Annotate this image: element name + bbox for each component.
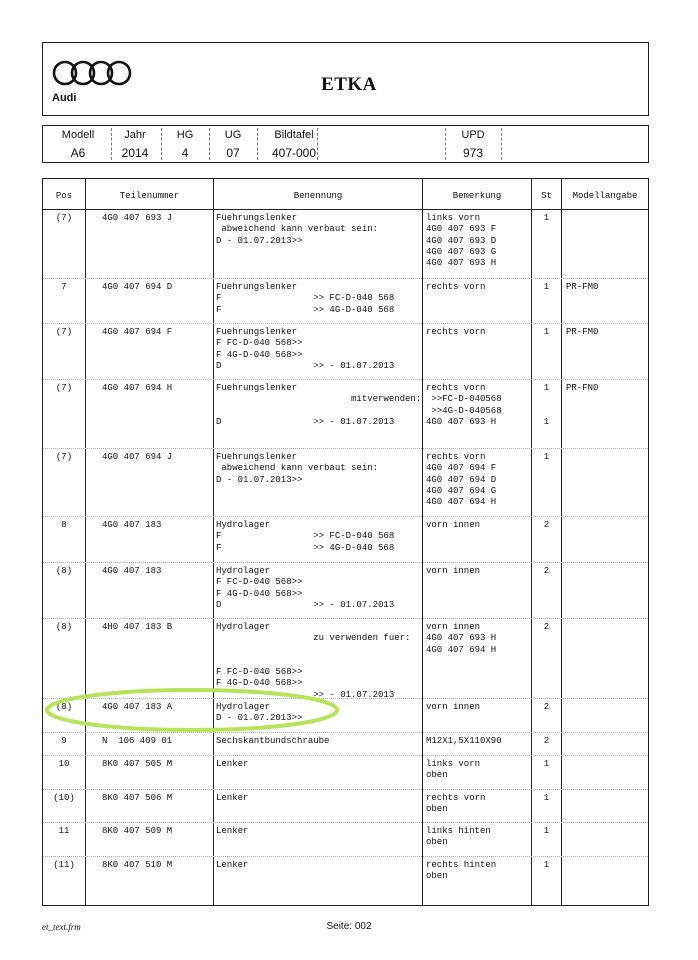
column-header-teilenummer: Teilenummer <box>119 191 180 201</box>
info-value-bildtafel: 407-000 <box>271 146 317 160</box>
cell-quantity: 1 <box>543 452 550 462</box>
info-value-ug: 07 <box>226 146 240 160</box>
cell-designation: Hydrolager F FC-D-040 568>> F 4G-D-040 568>> D >> - 01.07.2013 <box>216 566 395 610</box>
info-value-hg: 4 <box>181 146 189 160</box>
cell-remark: links vorn oben <box>426 759 481 781</box>
cell-remark: rechts vorn >>FC-D-040568 >>4G-D-040568 4G0 407 693 H <box>426 383 502 427</box>
cell-designation: Fuehrungslenker F >> FC-D-040 568 F >> 4G-D-040 568 <box>216 282 395 315</box>
row-divider <box>43 448 648 449</box>
cell-pos: (8) <box>55 622 73 632</box>
page-number: Seite: 002 <box>326 921 372 932</box>
info-header-jahr: Jahr <box>124 129 146 141</box>
cell-pos: (7) <box>55 327 73 337</box>
cell-pos: 8 <box>61 520 67 530</box>
cell-quantity: 1 <box>543 826 550 836</box>
cell-model: PR-FM0 <box>566 327 599 337</box>
info-header-upd: UPD <box>461 129 485 141</box>
row-divider <box>43 822 648 823</box>
cell-model: PR-FN0 <box>566 383 599 393</box>
row-divider <box>43 516 648 517</box>
cell-part-number: 4G0 407 183 <box>102 520 162 530</box>
cell-pos: 10 <box>58 759 70 769</box>
cell-part-number: 4G0 407 694 J <box>102 452 173 462</box>
info-header-hg: HG <box>176 129 194 141</box>
table-header-divider <box>43 209 648 210</box>
cell-designation: Fuehrungslenker mitverwenden: D >> - 01.07.2013 <box>216 383 422 427</box>
cell-pos: (8) <box>55 566 73 576</box>
cell-quantity: 2 <box>543 520 550 530</box>
cell-quantity: 2 <box>543 702 550 712</box>
info-header-ug: UG <box>224 129 242 141</box>
page-title: ETKA <box>321 74 377 95</box>
cell-pos: (10) <box>53 793 75 803</box>
cell-part-number: N 106 409 01 <box>102 736 173 746</box>
info-value-modell: A6 <box>70 146 86 160</box>
column-header-st: St <box>541 191 552 201</box>
cell-remark: vorn innen <box>426 566 481 576</box>
cell-designation: Lenker <box>216 793 249 803</box>
cell-part-number: 4G0 407 694 F <box>102 327 173 337</box>
cell-remark: rechts vorn <box>426 327 486 337</box>
cell-part-number: 8K0 407 506 M <box>102 793 173 803</box>
column-header-pos: Pos <box>55 191 73 201</box>
cell-designation: Hydrolager zu verwenden fuer: F FC-D-040 568>> F 4G-D-040 568>> >> - 01.07.2013 <box>216 622 411 700</box>
cell-designation: Hydrolager F >> FC-D-040 568 F >> 4G-D-040 568 <box>216 520 395 553</box>
cell-part-number: 8K0 407 505 M <box>102 759 173 769</box>
cell-designation: Fuehrungslenker abweichend kann verbaut sein: D - 01.07.2013>> <box>216 213 379 246</box>
cell-pos: (11) <box>53 860 75 870</box>
cell-designation: Hydrolager D - 01.07.2013>> <box>216 702 303 724</box>
cell-part-number: 8K0 407 509 M <box>102 826 173 836</box>
cell-remark: vorn innen 4G0 407 693 H 4G0 407 694 H <box>426 622 497 655</box>
cell-part-number: 8K0 407 510 M <box>102 860 173 870</box>
brand-label: Audi <box>52 92 77 104</box>
cell-designation: Fuehrungslenker abweichend kann verbaut sein: D - 01.07.2013>> <box>216 452 379 485</box>
cell-pos: 11 <box>58 826 70 836</box>
row-divider <box>43 856 648 857</box>
cell-quantity: 2 <box>543 622 550 632</box>
cell-remark: links hinten oben <box>426 826 491 848</box>
cell-quantity: 2 <box>543 736 550 746</box>
cell-quantity: 2 <box>543 566 550 576</box>
cell-remark: rechts vorn 4G0 407 694 F 4G0 407 694 D 4G0 407 694 G 4G0 407 694 H <box>426 452 497 508</box>
cell-quantity: 1 <box>543 793 550 803</box>
cell-pos: 9 <box>61 736 67 746</box>
column-header-modellangabe: Modellangabe <box>572 191 638 201</box>
cell-remark: rechts vorn <box>426 282 486 292</box>
row-divider <box>43 379 648 380</box>
vehicle-info-box <box>42 125 649 163</box>
cell-designation: Lenker <box>216 826 249 836</box>
info-value-jahr: 2014 <box>121 146 149 160</box>
cell-part-number: 4G0 407 183 A <box>102 702 173 712</box>
row-divider <box>43 755 648 756</box>
row-divider <box>43 323 648 324</box>
cell-pos: (7) <box>55 213 73 223</box>
cell-designation: Lenker <box>216 860 249 870</box>
cell-remark: vorn innen <box>426 702 481 712</box>
cell-part-number: 4G0 407 183 <box>102 566 162 576</box>
cell-quantity: 1 <box>543 213 550 223</box>
cell-part-number: 4G0 407 694 H <box>102 383 173 393</box>
info-header-modell: Modell <box>61 129 95 141</box>
cell-quantity: 1 <box>543 860 550 870</box>
cell-remark: vorn innen <box>426 520 481 530</box>
cell-remark: rechts vorn oben <box>426 793 486 815</box>
row-divider <box>43 562 648 563</box>
cell-remark: M12X1,5X110X90 <box>426 736 502 746</box>
info-header-bildtafel: Bildtafel <box>274 129 314 141</box>
cell-pos: (7) <box>55 452 73 462</box>
row-divider <box>43 278 648 279</box>
cell-part-number: 4G0 407 694 D <box>102 282 173 292</box>
column-header-benennung: Benennung <box>293 191 343 201</box>
cell-part-number: 4H0 407 183 B <box>102 622 173 632</box>
info-value-upd: 973 <box>462 146 484 160</box>
column-header-bemerkung: Bemerkung <box>452 191 502 201</box>
cell-quantity: 1 <box>543 327 550 337</box>
cell-remark: links vorn 4G0 407 693 F 4G0 407 693 D 4G0 407 693 G 4G0 407 693 H <box>426 213 497 269</box>
cell-remark: rechts hinten oben <box>426 860 497 882</box>
cell-quantity: 1 1 <box>543 383 550 427</box>
footer-filename: et_text.frm <box>42 922 81 932</box>
cell-quantity: 1 <box>543 759 550 769</box>
cell-pos: (8) <box>55 702 73 712</box>
cell-quantity: 1 <box>543 282 550 292</box>
cell-designation: Lenker <box>216 759 249 769</box>
cell-pos: 7 <box>61 282 67 292</box>
row-divider <box>43 618 648 619</box>
cell-designation: Sechskantbundschraube <box>216 736 330 746</box>
cell-part-number: 4G0 407 693 J <box>102 213 173 223</box>
cell-pos: (7) <box>55 383 73 393</box>
row-divider <box>43 789 648 790</box>
cell-designation: Fuehrungslenker F FC-D-040 568>> F 4G-D-040 568>> D >> - 01.07.2013 <box>216 327 395 371</box>
cell-model: PR-FM0 <box>566 282 599 292</box>
highlight-ellipse <box>44 686 340 734</box>
